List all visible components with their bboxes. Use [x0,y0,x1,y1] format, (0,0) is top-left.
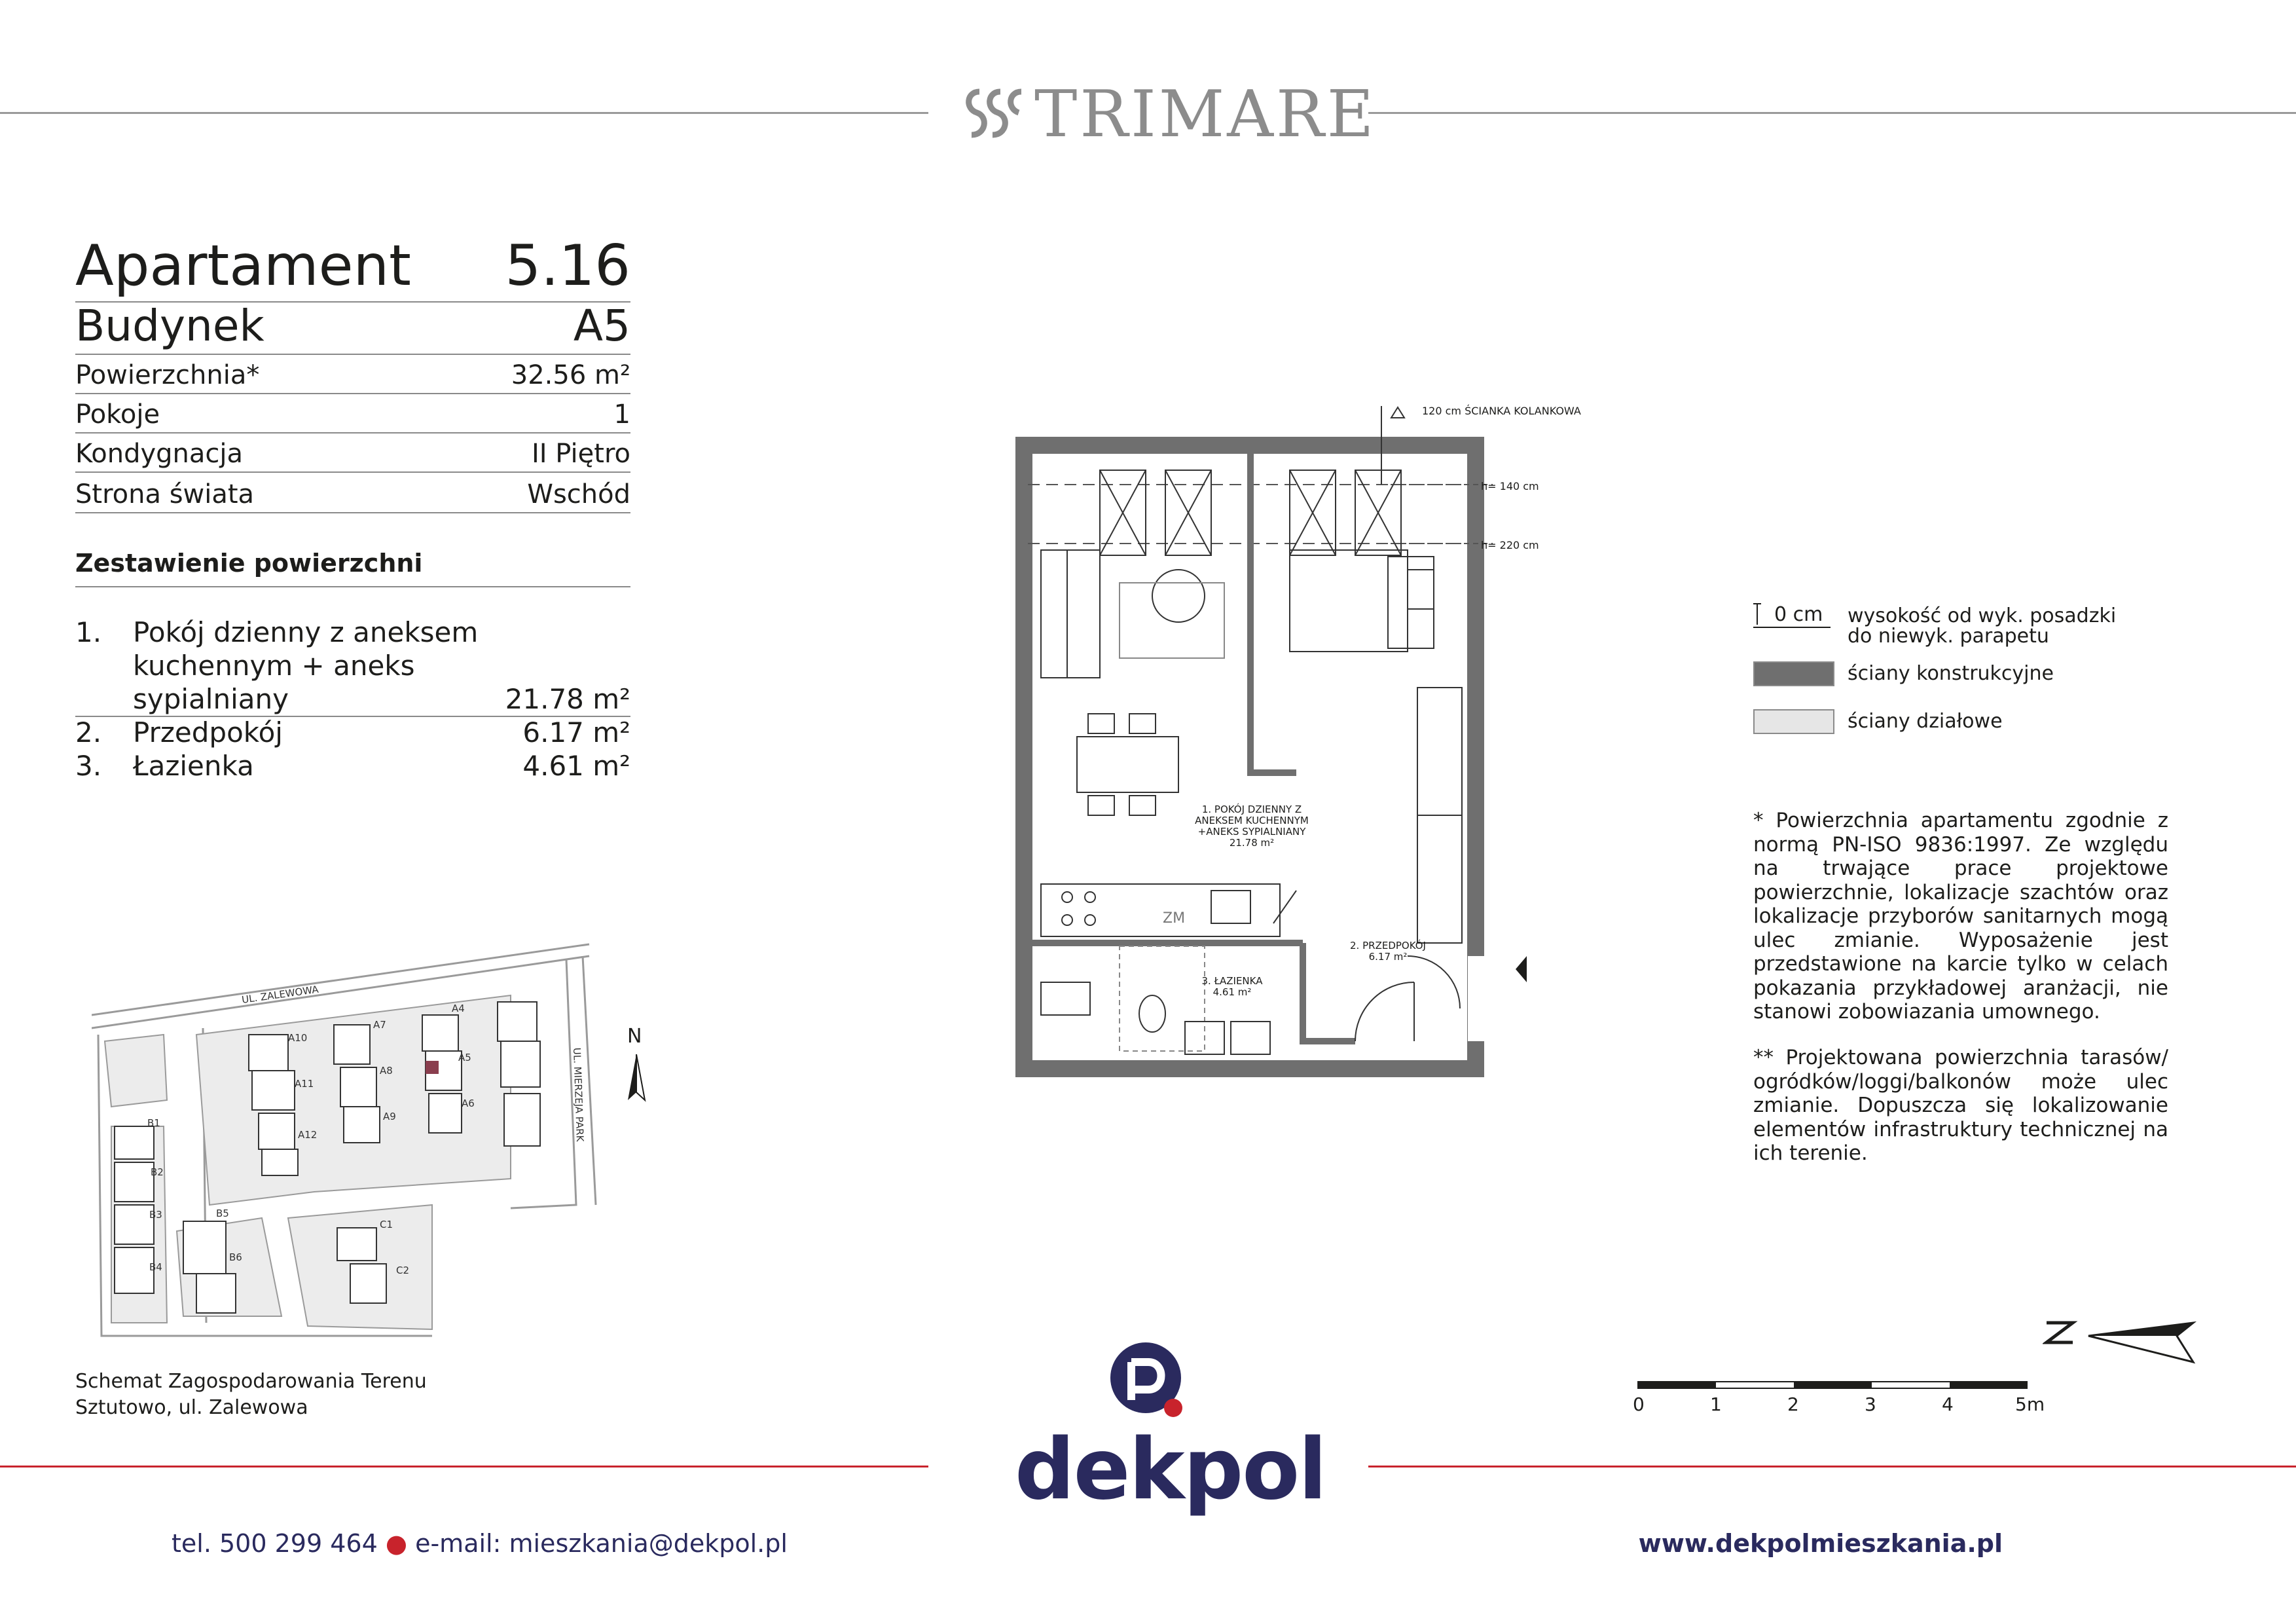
building-label: C1 [380,1219,393,1230]
scale-label: 5m [2015,1393,2045,1415]
building-label: A9 [383,1111,396,1122]
building-label: A10 [288,1032,308,1044]
partition-wall-label: ściany działowe [1848,710,2003,733]
building-label: C2 [396,1264,410,1276]
room-1-label [1180,804,1324,849]
area-value: 21.78 m² [505,683,630,715]
dekpol-wordmark: dekpol [1015,1421,1326,1519]
building-label: B1 [147,1117,160,1129]
partition-wall-swatch [1753,709,1834,734]
header-line-left [0,112,928,114]
apartment-label: Apartament [75,233,411,299]
detail-key: Pokoje [75,399,160,430]
detail-value: Wschód [527,479,630,509]
site-street-label: UL. MIERZEJA PARK [571,1047,587,1142]
note-area-standard: * Powierzchnia apartamentu zgodnie z normą PN-ISO 9836:1997. Ze względu na trwające prace projektowe powierzchnie, lokalizacje szachtów oraz lokalizacje przyborów sanitarnych mogą ulec zmianie. Wyposażenie jest przedstawione na karcie tylko w celach pokazania przykładowej aranżacji, nie stanowi zobowiazania umownego. [1753,809,2168,1024]
apartment-row [75,232,630,303]
structural-wall-swatch [1753,661,1834,686]
room-label-line: ANEKSEM KUCHENNYM [1195,815,1309,826]
area-num: 1. [75,616,102,648]
area-item [75,716,630,749]
detail-row-orientation [75,473,630,513]
building-value: A5 [573,301,630,351]
footer-line-right [1368,1466,2296,1467]
areas-title-divider [75,586,630,587]
scale-label: 2 [1787,1393,1799,1415]
site-plan-caption-2: Sztutowo, ul. Zalewowa [75,1396,308,1419]
area-item [75,749,630,783]
height-desc-2: do niewyk. parapetu [1848,625,2049,648]
site-street-label: UL. ZALEWOWA [241,983,319,1006]
height-220-label: h= 220 cm [1481,539,1539,551]
detail-value: 32.56 m² [511,360,630,390]
knee-wall-label: 120 cm ŚCIANKA KOLANKOWA [1422,405,1581,417]
apartment-number: 5.16 [505,233,630,299]
building-label: B4 [149,1261,162,1273]
area-num: 3. [75,750,102,782]
structural-wall-label: ściany konstrukcyjne [1848,662,2054,685]
height-140-label: h= 140 cm [1481,480,1539,492]
area-name: Przedpokój [133,716,283,748]
building-label: A5 [458,1052,471,1063]
building-label: Budynek [75,301,264,351]
room-area: 6.17 m² [1368,951,1408,963]
trimare-logo-icon [960,85,1025,141]
room-2-label [1342,940,1434,963]
detail-key: Powierzchnia* [75,360,260,390]
footer-contact [172,1529,788,1558]
scale-label: 0 [1633,1393,1645,1415]
building-label: A7 [373,1019,386,1031]
area-name: Pokój dzienny z aneksem kuchennym + aneks sypialniany [133,616,479,715]
header-line-right [1368,112,2296,114]
scale-bar [1637,1380,2030,1393]
detail-row-rooms [75,393,630,434]
footer-email[interactable]: e-mail: mieszkania@dekpol.pl [415,1529,788,1558]
detail-row-area [75,354,630,394]
building-row [75,301,630,355]
detail-key: Strona świata [75,479,255,509]
site-north-label: N [627,1025,642,1048]
detail-value: II Piętro [532,439,630,469]
building-label: B3 [149,1209,162,1221]
building-label: B5 [216,1208,229,1219]
scale-label: 1 [1710,1393,1722,1415]
building-label: B2 [151,1166,164,1178]
area-name: Łazienka [133,750,254,782]
room-area: 4.61 m² [1212,986,1252,998]
building-label: A12 [298,1129,318,1141]
scale-label: 4 [1942,1393,1954,1415]
footer-website[interactable]: www.dekpolmieszkania.pl [1638,1529,2003,1558]
footer-phone[interactable]: tel. 500 299 464 [172,1529,378,1558]
zm-label: ZM [1163,910,1186,927]
building-label: A6 [462,1098,475,1109]
building-label: B6 [229,1251,242,1263]
area-num: 2. [75,716,102,748]
note-terraces: ** Projektowana powierzchnia tarasów/ ogródków/loggi/balkonów może ulec zmianie. Dopuszcza się lokalizowanie elementów infrastruktury technicznej na ich terenie. [1753,1046,2168,1165]
room-area: 21.78 m² [1229,837,1275,849]
building-label: A8 [380,1065,393,1077]
north-arrow-icon [2043,1310,2200,1369]
detail-key: Kondygnacja [75,439,243,469]
room-label-line: 1. POKÓJ DZIENNY Z [1201,803,1302,815]
area-value: 6.17 m² [522,716,630,748]
detail-value: 1 [613,399,630,430]
floor-plan [1015,393,1539,1087]
scale-label: 3 [1865,1393,1876,1415]
room-label-line: +ANEKS SYPIALNIANY [1197,826,1306,838]
areas-title: Zestawienie powierzchni [75,549,423,578]
room-3-label [1193,976,1271,998]
footer-line-left [0,1466,928,1467]
height-value: 0 cm [1774,603,1823,626]
site-plan-map [92,930,602,1342]
room-label-line: 2. PRZEDPOKÓJ [1350,940,1426,951]
site-north-arrow-icon [625,1048,647,1107]
brand-name: TRIMARE [1034,77,1377,152]
area-item [75,616,630,717]
footer-bullet-icon: ● [385,1529,416,1558]
area-value: 4.61 m² [522,750,630,782]
building-label: A4 [452,1003,465,1014]
room-label-line: 3. ŁAZIENKA [1201,975,1263,987]
site-plan-caption-1: Schemat Zagospodarowania Terenu [75,1370,427,1393]
building-label: A11 [295,1078,314,1090]
height-desc-1: wysokość od wyk. posadzki [1848,604,2117,627]
detail-row-floor [75,432,630,473]
dekpol-logo-icon [1105,1337,1190,1422]
